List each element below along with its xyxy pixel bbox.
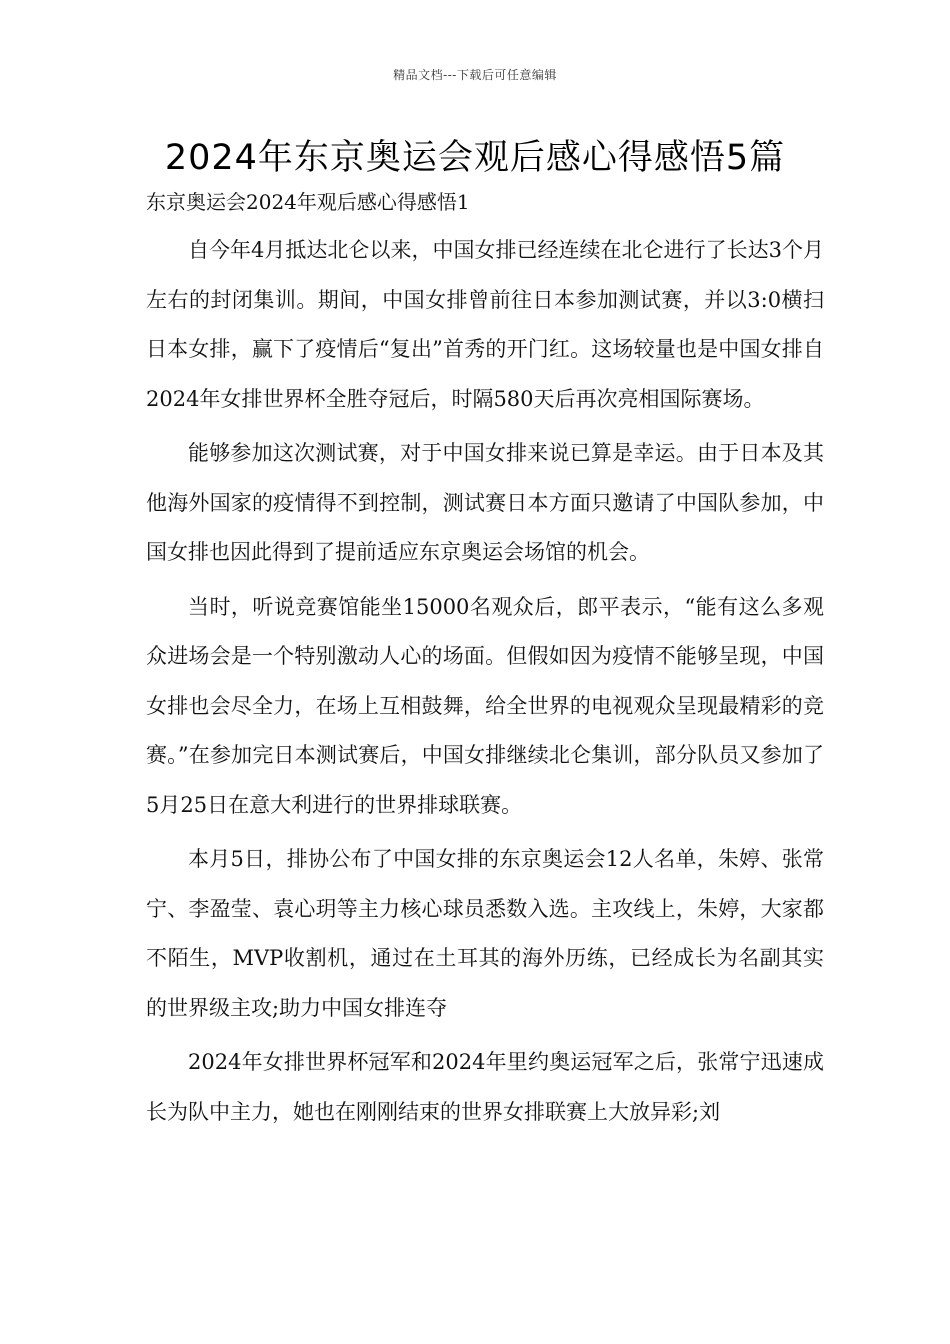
document-title: 2024年东京奥运会观后感心得感悟5篇 [164, 138, 786, 178]
paragraph: 自今年4月抵达北仑以来，中国女排已经连续在北仑进行了长达3个月左右的封闭集训。期间，中国女排曾前往日本参加测试赛，并以3:0横扫日本女排，赢下了疫情后“复出”首秀的开门红。这场较量也是中国女排自2024年女排世界杯全胜夺冠后，时隔580天后再次亮相国际赛场。 [146, 238, 824, 411]
paragraph: 能够参加这次测试赛，对于中国女排来说已算是幸运。由于日本及其他海外国家的疫情得不到控制，测试赛日本方面只邀请了中国队参加，中国女排也因此得到了提前适应东京奥运会场馆的机会。 [146, 441, 824, 564]
document-subtitle: 东京奥运会2024年观后感心得感悟1 [146, 190, 470, 214]
paragraph: 本月5日，排协公布了中国女排的东京奥运会12人名单，朱婷、张常宁、李盈莹、袁心玥等主力核心球员悉数入选。主攻线上，朱婷，大家都不陌生，MVP收割机，通过在土耳其的海外历练，已经成长为名副其实的世界级主攻;助力中国女排连夺 [146, 847, 824, 1020]
header-note: 精品文档---下载后可任意编辑 [393, 68, 557, 82]
paragraph: 2024年女排世界杯冠军和2024年里约奥运冠军之后，张常宁迅速成长为队中主力，她也在刚刚结束的世界女排联赛上大放异彩;刘 [146, 1050, 824, 1124]
document-body [146, 226, 824, 1142]
paragraph: 当时，听说竞赛馆能坐15000名观众后，郎平表示，“能有这么多观众进场会是一个特别激动人心的场面。但假如因为疫情不能够呈现，中国女排也会尽全力，在场上互相鼓舞，给全世界的电视观众呈现最精彩的竞赛。”在参加完日本测试赛后，中国女排继续北仑集训，部分队员又参加了5月25日在意大利进行的世界排球联赛。 [146, 594, 824, 817]
